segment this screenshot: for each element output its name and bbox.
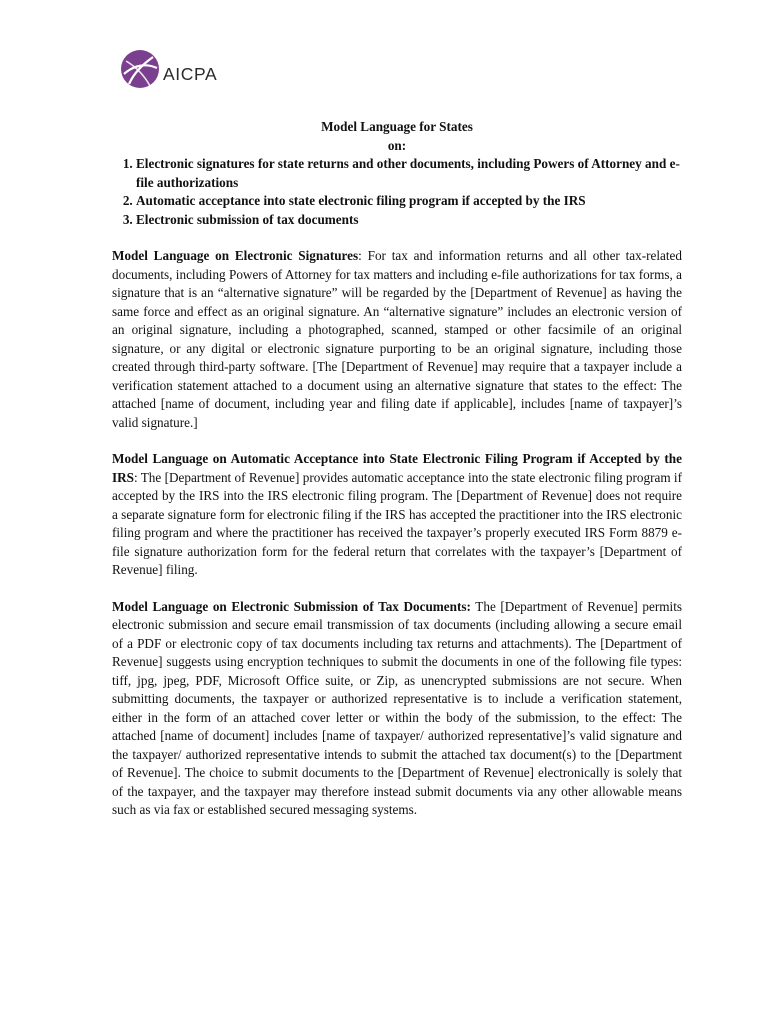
section-heading: Model Language on Electronic Submission of Tax Documents:: [112, 598, 471, 614]
document-body: [112, 118, 682, 820]
section-text: : The [Department of Revenue] provides automatic acceptance into the state electronic filing program if accepted by the IRS into the IRS electronic filing program. The [Department of Revenue] does not require a separate signature form for electronic filing if the IRS has accepted the practitioner into the IRS electronic filing program and where the practitioner has received the taxpayer’s properly executed IRS Form 8879 e-file signature authorization form for the federal return that correlates with the taxpayer’s [Department of Revenue] filing.: [112, 469, 682, 577]
section-automatic-acceptance: [112, 450, 682, 580]
topic-item: 1. Electronic signatures for state returns and other documents, including Powers of Attorney and e-file authorizations: [136, 155, 682, 192]
section-text: : For tax and information returns and all other tax-related documents, including Powers of Attorney for tax matters and including e-file authorizations for tax forms, a signature that is an “alternative signature” will be regarded by the [Department of Revenue] as having the same force and effect as an original signature. An “alternative signature” includes an electronic version of an original signature, including a photographed, scanned, stamped or other facsimile of an original signature, or any digital or electronic signature purporting to be an original signature, including those created through third-party software. [The [Department of Revenue] may require that a taxpayer include a verification statement attached to a document using an alternative signature that states to the effect: The attached [name of document, including year and filing date if applicable], includes [name of taxpayer]’s valid signature.]: [112, 248, 682, 430]
topics-list: [112, 155, 682, 229]
title-line-2: on:: [387, 137, 407, 153]
aicpa-globe-logo-icon: [120, 49, 160, 89]
aicpa-logo: [120, 48, 217, 90]
logo-text: AICPA: [163, 63, 218, 84]
topic-item: 2. Automatic acceptance into state electronic filing program if accepted by the IRS: [136, 192, 682, 211]
section-electronic-signatures: [112, 247, 682, 432]
title-line-1: Model Language for States: [321, 119, 473, 134]
section-electronic-submission: [112, 598, 682, 820]
topic-item: 3. Electronic submission of tax documents: [136, 211, 682, 230]
section-heading: Model Language on Automatic Acceptance into State Electronic Filing Program if Accepted by the IRS: [112, 451, 682, 485]
section-heading: Model Language on Electronic Signatures: [112, 248, 359, 263]
section-text: The [Department of Revenue] permits electronic submission and secure email transmission of tax documents (including allowing a secure email of a PDF or electronic copy of tax documents including tax returns and attachments). The [Department of Revenue] suggests using encryption techniques to submit the documents in one of the following file types: tiff, jpg, jpeg, PDF, Microsoft Office suite, or Zip, as unencrypted submissions are not secure. When submitting documents, the taxpayer or authorized representative is to include a verification statement, either in the form of an attached cover letter or within the body of the submission, to the effect: The attached [name of document] includes [name of taxpayer/ authorized representative]’s valid signature and the taxpayer/ authorized representative intends to submit the attached tax document(s) to the [Department of Revenue]. The choice to submit documents to the [Department of Revenue] electronically is solely that of the taxpayer, and the taxpayer may therefore instead submit documents via any other allowable means such as via fax or established secured messaging systems.: [112, 598, 682, 817]
